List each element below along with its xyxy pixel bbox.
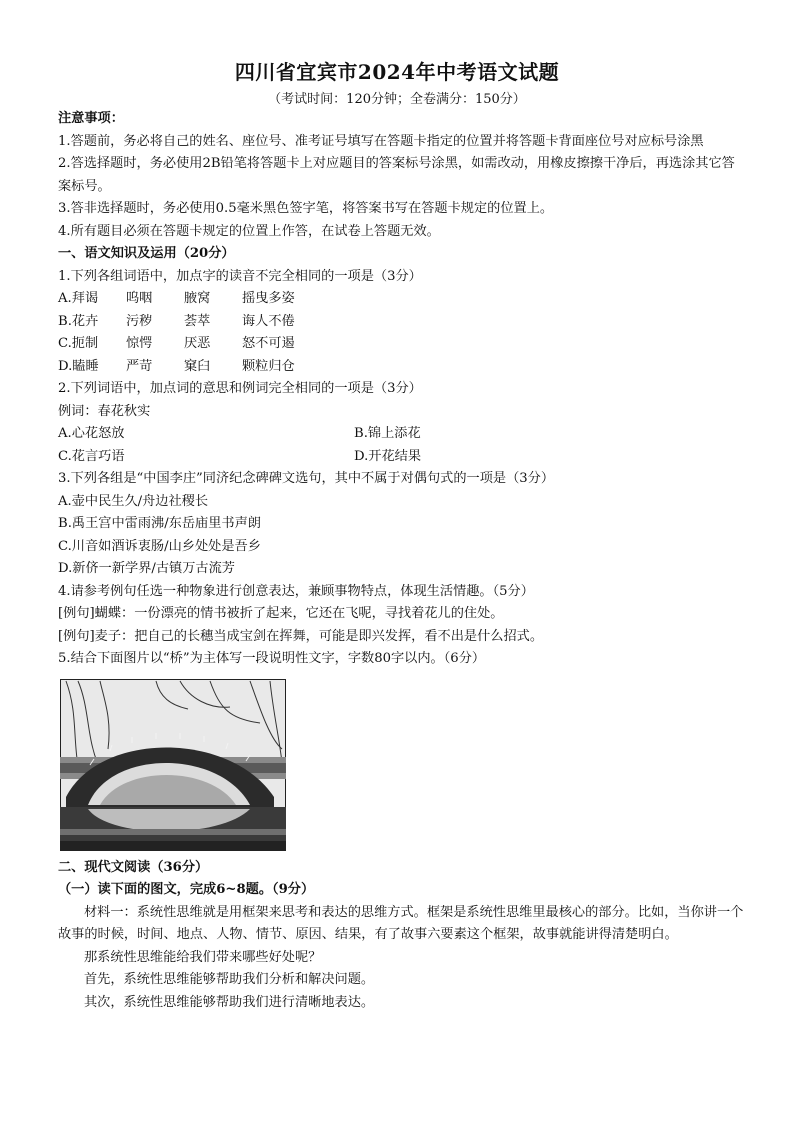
option-line: B.禹王宫中雷雨沸/东岳庙里书声朗 <box>58 516 261 531</box>
option-word: A.拜谒 <box>58 291 99 306</box>
bridge-photo <box>60 679 286 851</box>
option-word: D.开花结果 <box>354 448 422 464</box>
passage-paragraph: 首先，系统性思维能够帮助我们分析和解决问题。 <box>84 972 375 987</box>
question-stem: 5.结合下面图片以“桥”为主体写一段说明性文字，字数80字以内。（6分） <box>58 651 486 666</box>
notice-item: 3.答非选择题时，务必使用0.5毫米黑色签字笔，将答案书写在答题卡规定的位置上。 <box>58 201 554 216</box>
option-word: B.花卉 <box>58 313 99 329</box>
example-sentence: [例句]蝴蝶：一份漂亮的情书被折了起来，它还在飞呢，寻找着花儿的住处。 <box>58 606 504 621</box>
notice-item: 1.答题前，务必将自己的姓名、座位号、准考证号填写在答题卡指定的位置并将答题卡背面座位号对应标号涂黑 <box>58 133 704 149</box>
section-heading: 二、现代文阅读（36分） <box>58 859 209 875</box>
option-word: 颗粒归仓 <box>242 358 295 374</box>
subsection-heading: （一）读下面的图文，完成6~8题。（9分） <box>58 882 315 897</box>
option-row <box>58 356 748 379</box>
page-title: 四川省宜宾市2024年中考语文试题 <box>234 60 560 84</box>
option-word: C.花言巧语 <box>58 448 125 464</box>
exam-info: （考试时间：120分钟；全卷满分：150分） <box>268 92 526 107</box>
question-stem: 4.请参考例句任选一种物象进行创意表达，兼顾事物特点，体现生活情趣。（5分） <box>58 583 534 599</box>
passage-paragraph: 那系统性思维能给我们带来哪些好处呢？ <box>84 949 322 965</box>
question-stem: 3.下列各组是“中国李庄”同济纪念碑碑文选句，其中不属于对偶句式的一项是（3分） <box>58 471 555 486</box>
notice-item: 4.所有题目必须在答题卡规定的位置上作答，在试卷上答题无效。 <box>58 223 440 239</box>
option-word: A.心花怒放 <box>58 426 125 441</box>
option-line: D.新侪一新学界/古镇万古流芳 <box>58 561 235 576</box>
option-word: 诲人不倦 <box>242 313 295 329</box>
option-row <box>58 446 748 469</box>
option-word: 摇曳多姿 <box>242 291 295 306</box>
exam-content <box>58 108 748 1014</box>
example-sentence: [例句]麦子：把自己的长穗当成宝剑在挥舞，可能是即兴发挥，看不出是什么招式。 <box>58 628 544 644</box>
option-word: 怒不可遏 <box>242 336 295 351</box>
option-word: 污秽 <box>126 313 153 329</box>
option-word: 惊愕 <box>126 336 153 351</box>
notice-heading: 注意事项： <box>58 111 124 126</box>
option-word: 荟萃 <box>184 313 211 329</box>
section-heading: 一、语文知识及运用（20分） <box>58 246 235 261</box>
option-word: 严苛 <box>126 358 153 374</box>
passage-paragraph: 其次，系统性思维能够帮助我们进行清晰地表达。 <box>84 994 375 1010</box>
option-line: A.壶中民生久/舟边社稷长 <box>58 493 209 509</box>
option-word: 窠臼 <box>184 358 211 374</box>
question-stem: 1.下列各组词语中，加点字的读音不完全相同的一项是（3分） <box>58 268 422 284</box>
option-word: 呜咽 <box>126 291 153 306</box>
option-row <box>58 423 748 446</box>
notice-item: 2.答选择题时，务必使用2B铅笔将答题卡上对应题目的答案标号涂黑，如需改动，用橡皮擦擦干净后，再选涂其它答案标号。 <box>58 156 735 194</box>
option-row <box>58 333 748 356</box>
option-word: C.扼制 <box>58 336 99 351</box>
passage-paragraph: 材料一：系统性思维就是用框架来思考和表达的思维方式。框架是系统性思维里最核心的部分。比如，当你讲一个故事的时候，时间、地点、人物、情节、原因、结果，有了故事六要素这个框架，故事就能讲得清楚明白。 <box>58 904 744 942</box>
example-word: 例词：春花秋实 <box>58 403 151 419</box>
option-word: 腋窝 <box>184 291 211 306</box>
option-word: 厌恶 <box>184 336 211 351</box>
option-line: C.川音如酒诉衷肠/山乡处处是吾乡 <box>58 538 261 554</box>
option-row <box>58 311 748 334</box>
option-word: D.瞌睡 <box>58 358 99 374</box>
option-word: B.锦上添花 <box>354 426 421 441</box>
option-row <box>58 288 748 311</box>
question-stem: 2.下列词语中，加点词的意思和例词完全相同的一项是（3分） <box>58 381 422 396</box>
